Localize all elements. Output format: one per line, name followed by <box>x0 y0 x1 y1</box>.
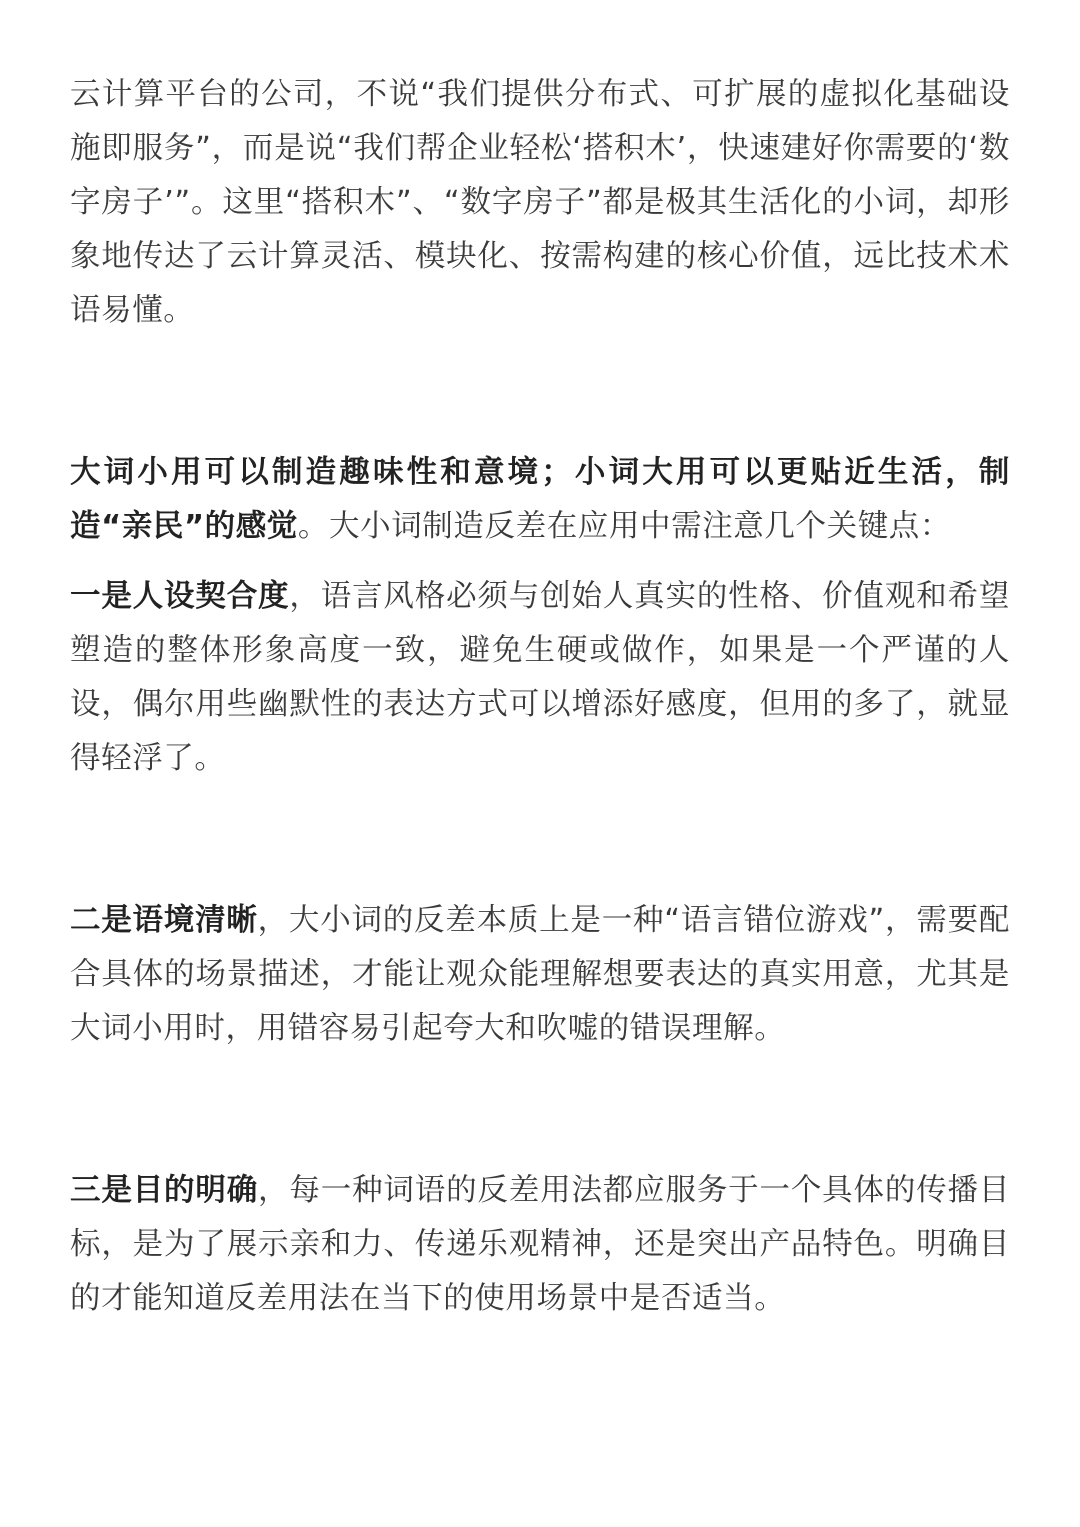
article-body <box>70 68 1010 1326</box>
paragraph-text: ，大小词的反差本质上是一种“语言错位游戏”，需要配合具体的场景描述，才能让观众能理解想要表达的真实用意，尤其是大词小用时，用错容易引起夸大和吹嘘的错误理解。 <box>70 903 1010 1046</box>
paragraph-key-points-intro <box>70 446 1010 554</box>
paragraph-bold-lead: 二是语境清晰 <box>70 903 258 938</box>
paragraph-point-persona <box>70 570 1010 786</box>
paragraph-text: ，每一种词语的反差用法都应服务于一个具体的传播目标，是为了展示亲和力、传递乐观精神，还是突出产品特色。明确目的才能知道反差用法在当下的使用场景中是否适当。 <box>70 1173 1010 1316</box>
paragraph-text: 云计算平台的公司，不说“我们提供分布式、可扩展的虚拟化基础设施即服务”，而是说“我们帮企业轻松‘搭积木’，快速建好你需要的‘数字房子’”。这里“搭积木”、“数字房子”都是极其生活化的小词，却形象地传达了云计算灵活、模块化、按需构建的核心价值，远比技术术语易懂。 <box>70 77 1010 328</box>
paragraph-point-purpose <box>70 1164 1010 1326</box>
paragraph-text: ，语言风格必须与创始人真实的性格、价值观和希望塑造的整体形象高度一致，避免生硬或做作，如果是一个严谨的人设，偶尔用些幽默性的表达方式可以增添好感度，但用的多了，就显得轻浮了。 <box>70 579 1010 776</box>
paragraph-cloud-example <box>70 68 1010 338</box>
paragraph-bold-lead: 一是人设契合度 <box>70 579 290 614</box>
paragraph-bold-lead: 大词小用可以制造趣味性和意境；小词大用可以更贴近生活，制造“亲民”的感觉 <box>70 455 1010 544</box>
paragraph-point-context <box>70 894 1010 1056</box>
paragraph-text: 。大小词制造反差在应用中需注意几个关键点： <box>297 509 951 544</box>
paragraph-bold-lead: 三是目的明确 <box>70 1173 259 1208</box>
